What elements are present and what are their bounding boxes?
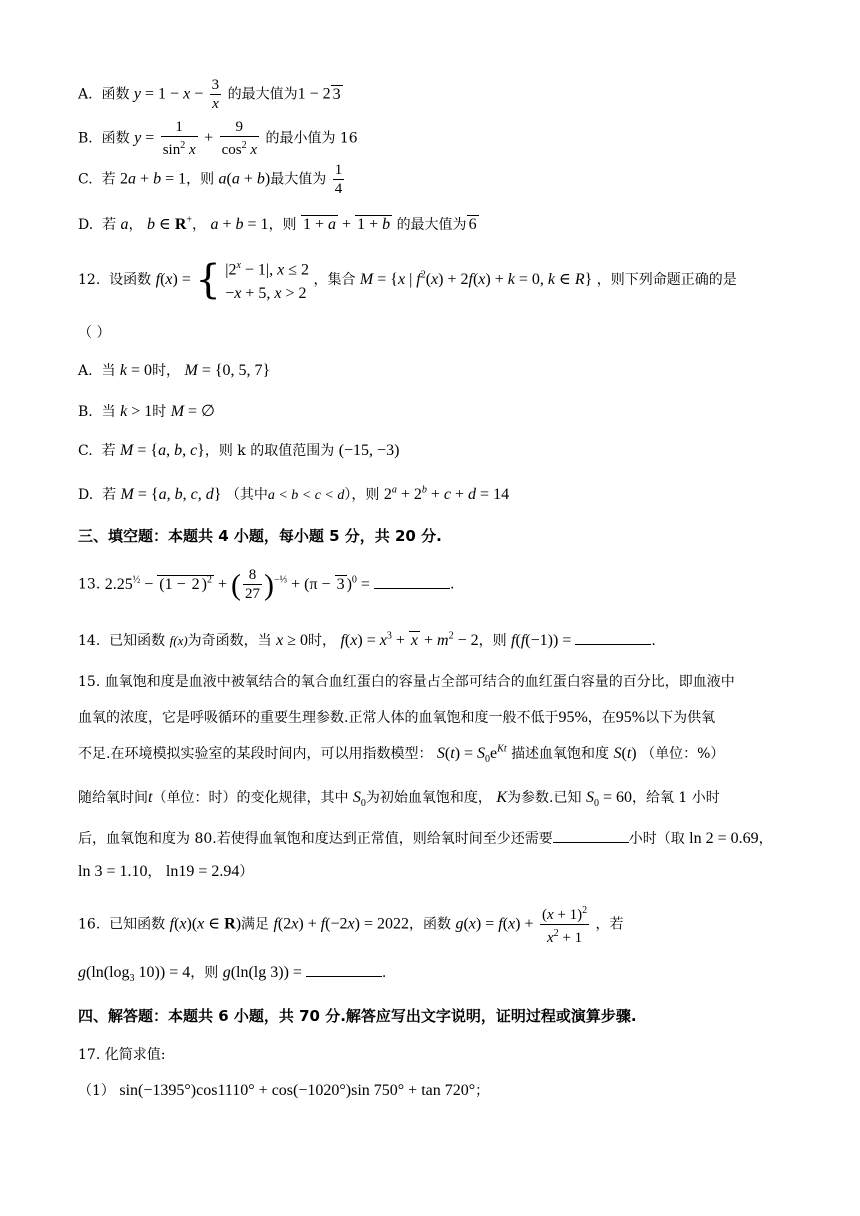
q12-option-d: D. 若 M = {a, b, c, d} （其中a < b < c < d），则 $2^a + 2^b + c + d = 14$: [78, 484, 510, 503]
q14: 14. 已知函数 f(x)为奇函数，当 x ≥ 0时， $f(x) = x^3 + x + m^2 - 2$，则 f(f(−1)) = .: [78, 630, 656, 649]
q17-part-1: （1） sin(−1395°)cos1110° + cos(−1020°)sin 750° + tan 720°；: [78, 1082, 490, 1099]
q12-option-c: C. 若 M = {a, b, c}，则 k 的取值范围为 (−15, −3): [78, 442, 400, 459]
q13: 13. $2.25^{\frac{1}{2}} - (1 - 2$ )$^2$ + ( $\frac{8}{27}$ )$^{-\frac{1}{3}}$ + (π − 3 )$^0$ = .: [78, 567, 455, 602]
q16-line-1: 16. 已知函数 f(x)(x ∈ R)满足 f(2x) + f(−2x) = 2022，函数 g(x) = f(x) + $\frac{(x + 1)^2}{x^2 + 1}$ ，若: [78, 902, 624, 947]
q15-line-4: 随给氧时间t（单位：时）的变化规律，其中 $S_0$为初始血氧饱和度， K为参数.已知 $S_0 = 60$，给氧 1 小时: [78, 789, 720, 810]
q11-option-c: C. 若 2a + b = 1，则 a(a + b)最大值为 $\frac{1}{4}$: [78, 162, 343, 197]
section-3-heading: 三、填空题：本题共 4 小题，每小题 5 分，共 20 分.: [78, 527, 442, 545]
q15-line-3: 不足.在环境模拟实验室的某段时间内，可以用指数模型： $S(t) = S_0e^{Kt}$ 描述血氧饱和度 S(t) （单位：%）: [78, 743, 725, 766]
q12-option-a: A. 当 k = 0时， M = {0, 5, 7}: [78, 362, 271, 379]
q11-option-a: A. 函数 y = 1 − x − $\frac{3}{x}$ 的最大值为1 − 2 3: [78, 77, 341, 112]
q16-answer-blank[interactable]: [306, 962, 382, 977]
q13-answer-blank[interactable]: [374, 574, 450, 589]
q15-line-5: 后，血氧饱和度为 80.若使得血氧饱和度达到正常值，则给氧时间至少还需要 小时（取 ln 2 = 0.69，: [78, 830, 773, 847]
q15-answer-blank[interactable]: [553, 828, 629, 843]
q15-line-1: 15. 血氧饱和度是血液中被氧结合的氧合血红蛋白的容量占全部可结合的血红蛋白容量的百分比，即血液中: [78, 674, 735, 690]
q11-option-d: D. 若 a， b ∈ R+， a + b = 1，则 1 + a + 1 + b 的最大值为 6: [78, 214, 477, 233]
q12-option-b: B. 当 k > 1时 M = ∅: [78, 403, 215, 420]
q12-paren: （ ）: [78, 325, 111, 341]
q15-line-2: 血氧的浓度，它是呼吸循环的重要生理参数.正常人体的血氧饱和度一般不低于95%，在95%以下为供氧: [78, 709, 716, 726]
q14-answer-blank[interactable]: [575, 630, 651, 645]
q17-title: 17. 化简求值:: [78, 1047, 166, 1063]
q16-line-2: $g(\ln(\log_3$ 10)) = 4，则 g(ln(lg 3)) = .: [78, 964, 387, 985]
q15-line-6: ln 3 = 1.10， ln19 = 2.94）: [78, 863, 254, 880]
q11-option-b: B. 函数 y = $\frac{1}{\sin^2 x}$ + $\frac{9}{\cos^2 x}$ 的最小值为 16: [78, 119, 358, 158]
q12-stem: 12. 设函数 f(x) = { $|2^x - 1|$, x ≤ 2 −x + 5, x > 2 ，集合 M = {x | $f^2(x) + 2f(x) + k = 0$, k ∈ R} ，则下列命题正确的是: [78, 257, 737, 304]
section-4-heading: 四、解答题：本题共 6 小题，共 70 分.解答应写出文字说明，证明过程或演算步骤.: [78, 1007, 637, 1025]
